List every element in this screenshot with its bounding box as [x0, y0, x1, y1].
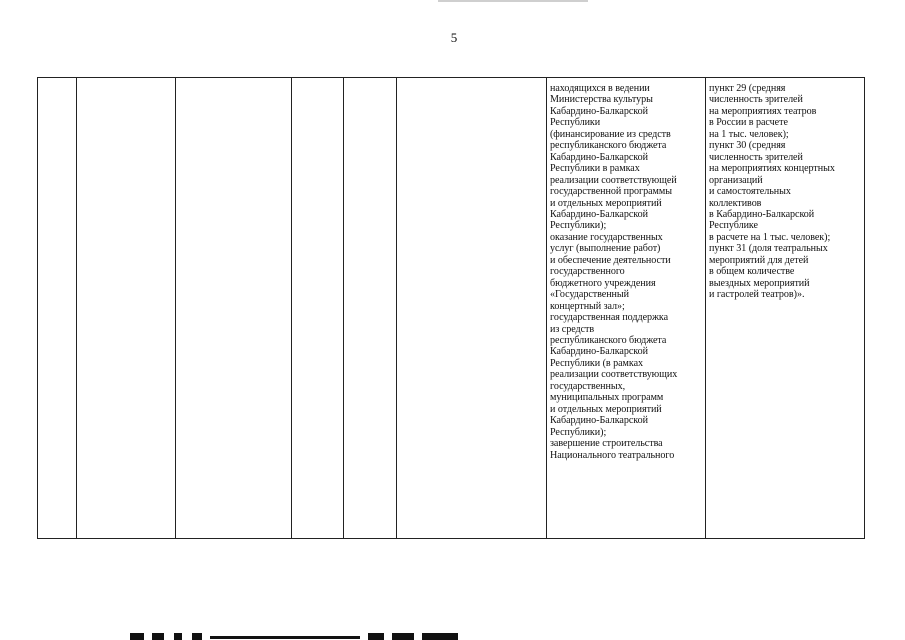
column-border — [76, 77, 77, 538]
table-bottom-border — [37, 538, 865, 539]
page-number: 5 — [450, 30, 458, 45]
column-border — [705, 77, 706, 538]
scan-bottom-edge — [130, 633, 475, 640]
activities-cell: находящихся в ведении Министерства культуры Кабардино-Балкарской Республики (финансирование из средств республиканского бюджета Кабардино-Балкарской Республики в рамках реализации соответствующей государственной программы и отдельных мероприятий Кабардино-Балкарской Республики); оказание государственных услуг (выполнение работ) и обеспечение деятельности государственного бюджетного учреждения «Государственный концертный зал»; государственная поддержка из средств республиканского бюджета Кабардино-Балкарской Республики (в рамках реализации соответствующих государственных, муниципальных программ и отдельных мероприятий Кабардино-Балкарской Республики); завершение строительства Национального театрального — [550, 83, 678, 461]
column-border — [343, 77, 344, 538]
column-border — [37, 77, 38, 538]
indicators-cell: пункт 29 (средняя численность зрителей на мероприятиях театров в России в расчете на 1 тыс. человек); пункт 30 (средняя численность зрителей на мероприятиях концертных организаций и самостоятельных коллективов в Кабардино-Балкарской Республике в расчете на 1 тыс. человек); пункт 31 (доля театральных мероприятий для детей в общем количестве выездных мероприятий и гастролей театров)». — [709, 83, 835, 301]
column-border — [864, 77, 865, 538]
table-top-border — [37, 77, 865, 78]
column-border — [546, 77, 547, 538]
column-border — [291, 77, 292, 538]
column-border — [396, 77, 397, 538]
column-border — [175, 77, 176, 538]
